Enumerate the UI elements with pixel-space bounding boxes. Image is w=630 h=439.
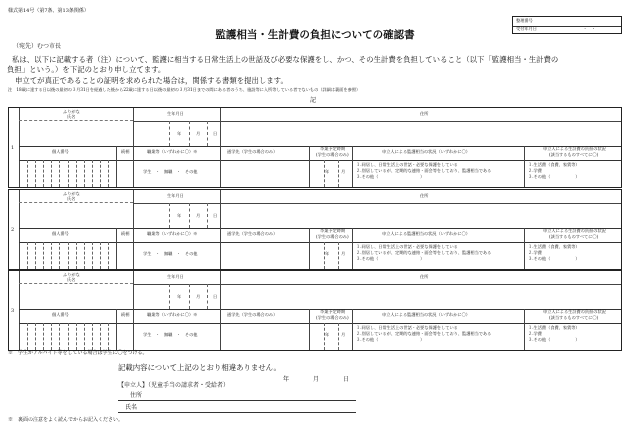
furigana-label: ふりがな (63, 272, 80, 277)
form-id: 様式第14号（第7条、第13条関係） (8, 8, 89, 14)
job-options[interactable]: 学生 ・ 無職 ・ その他 (143, 169, 198, 174)
applicant-label: 【申立人】（児童手当の請求者・受給者） (118, 382, 230, 389)
year-label: 年 (177, 131, 182, 136)
person-block (8, 189, 622, 270)
applicant-name-label: 氏名 (125, 404, 138, 411)
seikei-option-2[interactable]: ２.学費 (528, 168, 542, 173)
job-label: 職業等（いずれかに〇）※ (147, 231, 198, 236)
office-label-1: 整理番号 (516, 17, 533, 23)
school-field[interactable] (220, 160, 309, 187)
kango-label: 申立人による監護相当の状況（いずれかに〇） (382, 149, 470, 154)
name-line[interactable] (118, 412, 356, 413)
kango-option-3[interactable]: ３.その他（ ） (356, 174, 425, 179)
kango-option-1[interactable]: １.同居し、日常生活上の世話・必要な保護をしている (356, 162, 458, 167)
seikei-option-1[interactable]: １.生活費（食費、家賃等） (528, 325, 580, 330)
grad-year: 年 (325, 169, 330, 174)
zokugara-field[interactable] (116, 160, 133, 187)
address-label: 住所 (420, 274, 429, 279)
seikei-label: 申立人による生計費の負担の状況 (543, 146, 606, 151)
confirm-text: 記載内容について上記のとおり相違ありません。 (118, 363, 281, 372)
month-label: 月 (196, 131, 201, 136)
name-label: 氏名 (67, 114, 76, 119)
person-block (8, 107, 622, 188)
person-block (8, 270, 622, 351)
seikei-option-2[interactable]: ２.学費 (528, 250, 542, 255)
seikei-option-3[interactable]: ３.その他（ ） (528, 256, 580, 261)
seikei-option-3[interactable]: ３.その他（ ） (528, 174, 580, 179)
birthdate-label: 生年月日 (167, 274, 184, 279)
zokugara-field[interactable] (116, 323, 133, 350)
graduation-label: 卒業予定時期 (320, 228, 346, 233)
job-options[interactable]: 学生 ・ 無職 ・ その他 (143, 251, 198, 256)
seikei-label: 申立人による生計費の負担の状況 (543, 309, 606, 314)
furigana-label: ふりがな (63, 191, 80, 196)
sign-year: 年 (283, 376, 290, 383)
zokugara-label: 続柄 (121, 231, 130, 236)
ki-label: 記 (310, 97, 317, 104)
kango-option-3[interactable]: ３.その他（ ） (356, 256, 425, 261)
graduation-sub-label: (学生の場合のみ) (316, 152, 349, 157)
month-label: 月 (196, 294, 201, 299)
birthdate-field[interactable] (133, 121, 220, 146)
addressee: （宛先）むつ市長 (13, 43, 62, 50)
job-label: 職業等（いずれかに〇）※ (147, 149, 198, 154)
grad-month: 月 (341, 251, 346, 256)
para2: 申立てが真正であることの証明を求められた場合は，関係する書類を提出します。 (15, 76, 288, 85)
seikei-option-1[interactable]: １.生活費（食費、家賃等） (528, 162, 580, 167)
bottom-note: ※ 裏面の注意をよく読んでからお記入ください。 (8, 417, 124, 423)
office-label-2: 受付年月日 (516, 26, 537, 31)
zokugara-label: 続柄 (121, 312, 130, 317)
name-field[interactable] (19, 120, 133, 146)
name-field[interactable] (19, 202, 133, 228)
furigana-label: ふりがな (63, 109, 80, 114)
address-field[interactable] (220, 284, 621, 309)
grad-year: 年 (325, 332, 330, 337)
row-number: 3 (11, 307, 15, 314)
zokugara-field[interactable] (116, 242, 133, 269)
address-label: 住所 (420, 111, 429, 116)
row-number: 1 (11, 144, 15, 151)
school-label: 通学先（学生の場合のみ） (227, 312, 278, 317)
name-label: 氏名 (67, 277, 76, 282)
school-field[interactable] (220, 242, 309, 269)
month-label: 月 (196, 213, 201, 218)
birthdate-field[interactable] (133, 203, 220, 228)
day-label: 日 (213, 131, 218, 136)
job-label: 職業等（いずれかに〇）※ (147, 312, 198, 317)
seikei-label: 申立人による生計費の負担の状況 (543, 228, 606, 233)
graduation-sub-label: (学生の場合のみ) (316, 234, 349, 239)
address-label: 住所 (420, 193, 429, 198)
sign-month: 月 (313, 376, 320, 383)
applicant-address-label: 住所 (130, 392, 143, 399)
address-field[interactable] (220, 121, 621, 146)
address-line[interactable] (118, 400, 356, 401)
year-label: 年 (177, 213, 182, 218)
para1-line1: 私は、以下に記載する者（注）について、監護に相当する日常生活上の世話及び必要な保護をし、かつ、その生計費を負担していること（以下「監護相当・生計費の (12, 55, 559, 64)
row-number: 2 (11, 226, 15, 233)
school-field[interactable] (220, 323, 309, 350)
birthdate-field[interactable] (133, 284, 220, 309)
seikei-option-1[interactable]: １.生活費（食費、家賃等） (528, 244, 580, 249)
grad-year: 年 (325, 251, 330, 256)
seikei-option-2[interactable]: ２.学費 (528, 331, 542, 336)
birthdate-label: 生年月日 (167, 193, 184, 198)
note: 注 18歳に達する日以後の最初の３月31日を経過した後から22歳に達する日以後の最初の３月31日までの間にある者のうち、施設等に入所等している者でないもの（詳細は裏面を参照） (8, 87, 361, 92)
school-label: 通学先（学生の場合のみ） (227, 231, 278, 236)
grad-month: 月 (341, 169, 346, 174)
office-date: ・ ・ (583, 26, 596, 31)
kango-option-2[interactable]: ２.別居しているが、定期的な連絡・面会等をしており、監護相当である (356, 250, 492, 255)
footnote: ※ 学生がアルバイト等をしている場合は学生に〇をつける。 (8, 350, 148, 356)
year-label: 年 (177, 294, 182, 299)
kango-option-2[interactable]: ２.別居しているが、定期的な連絡・面会等をしており、監護相当である (356, 168, 492, 173)
school-label: 通学先（学生の場合のみ） (227, 149, 278, 154)
kango-option-2[interactable]: ２.別居しているが、定期的な連絡・面会等をしており、監護相当である (356, 331, 492, 336)
page-title: 監護相当・生計費の負担についての確認書 (215, 29, 415, 41)
day-label: 日 (213, 294, 218, 299)
graduation-label: 卒業予定時期 (320, 146, 346, 151)
address-field[interactable] (220, 203, 621, 228)
seikei-sub-label: (該当するものすべてに〇) (549, 315, 599, 320)
para1-line2: 負担」という。）を下記のとおり申し立てます。 (7, 65, 166, 74)
graduation-sub-label: (学生の場合のみ) (316, 315, 349, 320)
sign-day: 日 (343, 376, 350, 383)
kojin-label: 個人番号 (52, 149, 69, 154)
name-label: 氏名 (67, 196, 76, 201)
name-field[interactable] (19, 283, 133, 309)
seikei-sub-label: (該当するものすべてに〇) (549, 152, 599, 157)
kango-option-1[interactable]: １.同居し、日常生活上の世話・必要な保護をしている (356, 244, 458, 249)
day-label: 日 (213, 213, 218, 218)
birthdate-label: 生年月日 (167, 111, 184, 116)
zokugara-label: 続柄 (121, 149, 130, 154)
kango-label: 申立人による監護相当の状況（いずれかに〇） (382, 312, 470, 317)
kango-option-3[interactable]: ３.その他（ ） (356, 337, 425, 342)
kango-label: 申立人による監護相当の状況（いずれかに〇） (382, 231, 470, 236)
kojin-label: 個人番号 (52, 312, 69, 317)
seikei-sub-label: (該当するものすべてに〇) (549, 234, 599, 239)
graduation-label: 卒業予定時期 (320, 309, 346, 314)
seikei-option-3[interactable]: ３.その他（ ） (528, 337, 580, 342)
grad-month: 月 (341, 332, 346, 337)
kango-option-1[interactable]: １.同居し、日常生活上の世話・必要な保護をしている (356, 325, 458, 330)
job-options[interactable]: 学生 ・ 無職 ・ その他 (143, 332, 198, 337)
kojin-label: 個人番号 (52, 231, 69, 236)
